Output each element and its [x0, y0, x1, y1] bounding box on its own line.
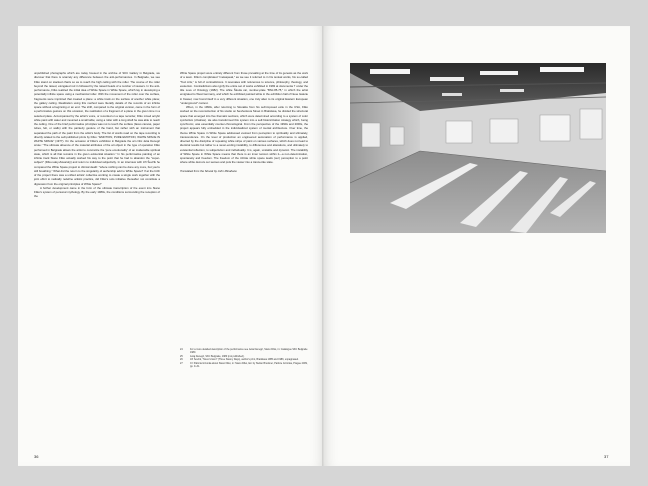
paragraph: unpublished photographs which are today housed in the archive of SKC Gallery in Belgrade, we discover that there is scarcely any difference between the anti-performances. In Belgrade, we see Filko stand on stacked chairs so as to reach the high ceiling with the roller. The course of the roller beyond the raised, elongated rod in followed by the raised heads of a number of viewers. In the anti-performance, Filko realized the initial idea of White Space in White Space, which lay in developing a potentially infinite space using a mechanical roller. With the movement of the roller over the surface, fragments were imprinted that created a plane: a white track on the surface of another white plane; the gallery ceiling. Realization using this method were literally details of the records of an infinite space without a beginning or an end. The shift, compared to the original version, came in the form of a performative gesture on this occasion, the realization of a fragment of a plane in the given time in a selected place. Accompanied by the artist's voice, or recorded on a tape recorder, Filko mixed acrylic white paint with water and mounted a small table; using a roller with a long shaft he was able to reach the ceiling. One of the brief performative principles was not to touch the surface (faces canvas, paper tubes, felt, or walls) with the painterly gesture of the hand, but rather with an instrument that separated the path of the paint from the artist's body. The list of words read on the tape recording is directly related to the self-published prints by Filko: "EMOTION, PURE EMOTION, WHITE SPACE IN WHITE SPACE" (1977). On the occasion of Filko's exhibition in Belgrade the art critic Ješa Denegri wrote: "The ultimate absence of the material attributes of the art object in the type of operation Filko performed in Belgrade allows the artist to concretize the 'pure emotionality' of an inalienable spiritual state, which is all that remains in the given existential situation." In his performative painting of an infinite track Stano Filko actually worked his way to the point that he had to abandon the "super-subject" (Filko-Laky-Zavarský) and return to individual subjectivity. In an interview with Jiří Ševčík he compared the White Space project to clinical death: "where nothing can be done any more, but you're still breathing." What did the return to the singularity of authorship add to White Space? If at the birth of the project there was a unified artists' collective working to create a single work together with the joint effort to radically redefine artistic practice, did Filko's solo initiative thereafter not constitute a digression from the original principles of White Space?: [34, 71, 160, 186]
footnote-number: 26: [180, 358, 183, 362]
paragraph: When, in the 1990s, after returning to Slovakia from his self-imposed exile in the USA, Filko worked on the reconstruction of his studio on Sevčenkova Street in Bratislava, he divided the structural space that emerged into five thematic sections, which were determined according to a system of color symbolism (chakras). He also transformed this system into a self-historicization strategy which, being synchronic, was essentially counter-chronological. From the perspective of the 1990s and 2000s, the project appears fully embedded in the individualized system of mental architecture. Over time, the theme White Space in White Space addressed evolved from perception to spirituality and ultimately, transcendence. On the level of production an engineered automation of performance is applied, directed by the discipline of repeating white stripe of paint on various surfaces, which does not lead to identical results but rather to a never-ending instability, to differences and alterations, and ultimately to existential reflection, to subjectivism and individuality. It is, again, unstable and dynamic. The instability of White Space in White Space means that there is an inner tension within it—a non-determination, spontaneity and freedom. The freedom of the infinite white space leads (our) perception to a point where white demurs our senses and puts the viewer into a trance-like state.: [180, 105, 308, 165]
footnote: [180, 348, 308, 355]
footnote-text: Cf. Patricia Grzonka about Stano Filko, in: Stano Filko, Ed. by Stefan Bruckner, Patricie Grzonka, Prague 2009, pp. 9–31.: [190, 361, 308, 369]
footnote-number: 24: [180, 348, 183, 351]
footnote-text: For a more detailed description of the performance see Ješa Denegri, Stano Filko, in: Catalogue SKC Belgrade 1980.: [190, 348, 308, 355]
page-number: 37: [604, 454, 609, 459]
paragraph: A further development came in the form of the ultimate transcription of the event into Stano Filko's system of personal mythology. By the early 1980s, the conditions surrounding the reception of the: [34, 185, 160, 199]
footnote-number: 25: [180, 354, 183, 358]
footnote-text: Ješa Denegri, SKC Belgrade, 1980 (not published).: [190, 354, 245, 358]
paragraph: White Space project were entirely different from those prevailing at the time of its genesis as the work of a team. Filko's complicated "metaspeak," as we see it referred to in his textual works, his so-called "Text Arts," is full of contradictions. It resonates with references to science, philosophy, theology, and esoterism. Contradictions also typify the entire set of works exhibited in 1982 at documenta 7 under the title Love of Ontology (1982). The white Škoda car, number-plate "BNJ-85-75," in which the artist emigrated to West Germany, and which he exhibited painted white in the exhibition hall of Neue Galerie in Kassel, now found itself in a very different situation, one truly alien to its original Eastern European "underground" context.: [180, 71, 308, 105]
left-page: [18, 26, 324, 466]
gallery-photo-image: [350, 63, 606, 233]
translation-credit: Translated from the Slovak by John Minahane: [180, 168, 237, 173]
footnote: [180, 362, 308, 369]
footnote-text: Jiří Ševčík, "Nové Umění" (Three Stanny Days), author's print, Bratislava 1985 and 1986, unpaginated.: [190, 358, 299, 362]
page-number: 36: [34, 454, 39, 459]
gallery-photograph: [350, 63, 606, 233]
text-column-1: [34, 71, 160, 199]
footnotes: [180, 348, 308, 368]
footnote-number: 27: [180, 361, 183, 365]
text-column-2: [180, 71, 308, 173]
